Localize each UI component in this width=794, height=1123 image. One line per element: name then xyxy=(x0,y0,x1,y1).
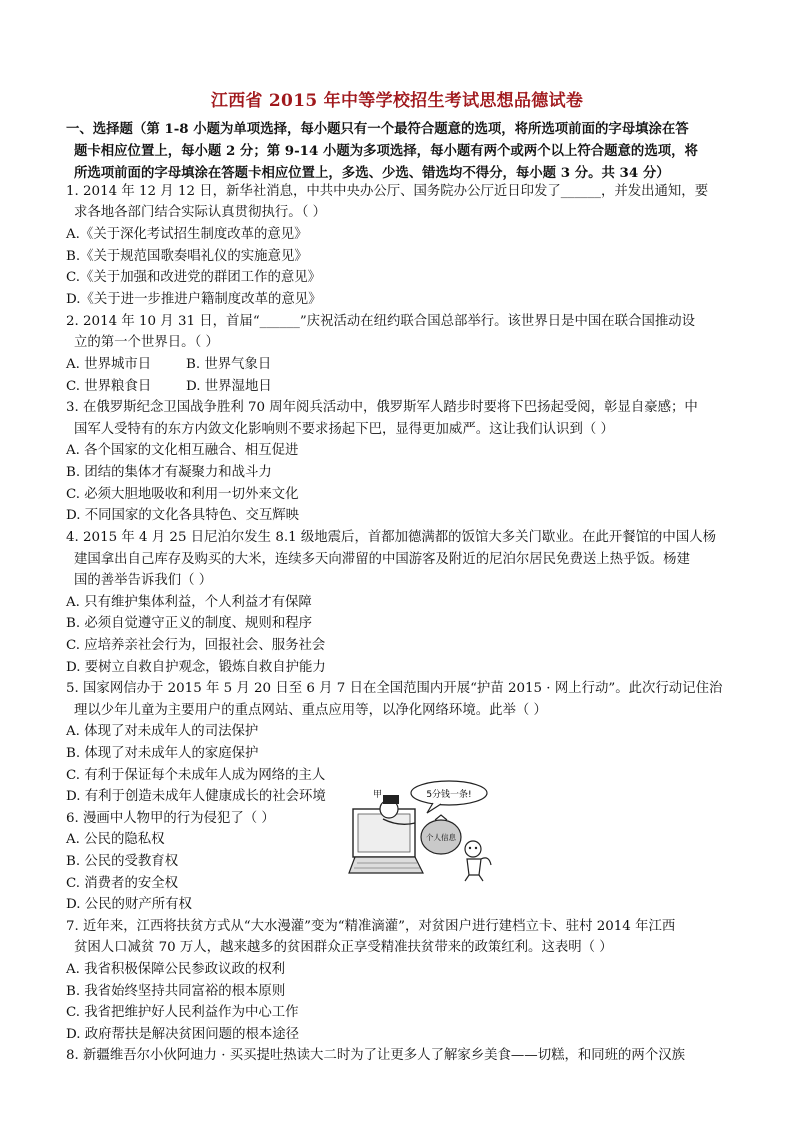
q5-option-c: C. 有利于保证每个未成年人成为网络的主人 xyxy=(66,768,326,783)
section-line-2: 题卡相应位置上，每小题 2 分；第 9-14 小题为多项选择，每小题有两个或两个以上符合题意的选项，将 xyxy=(74,143,698,159)
q5-option-a: A. 体现了对未成年人的司法保护 xyxy=(66,724,259,739)
q3-stem-1: 3. 在俄罗斯纪念卫国战争胜利 70 周年阅兵活动中，俄罗斯军人踏步时要将下巴扬起受阅，彰显自豪感；中 xyxy=(66,400,698,415)
q7-option-b: B. 我省始终坚持共同富裕的根本原则 xyxy=(66,984,286,999)
q2-stem-2: 立的第一个世界日。（ ） xyxy=(74,335,219,350)
q4-option-a: A. 只有维护集体利益，个人利益才有保障 xyxy=(66,595,312,610)
q8-stem-1: 8. 新疆维吾尔小伙阿迪力 · 买买提吐热读大二时为了让更多人了解家乡美食——切糕，和同班的两个汉族 xyxy=(66,1048,685,1063)
q3-option-a: A. 各个国家的文化相互融合、相互促进 xyxy=(66,443,299,458)
q4-option-b: B. 必须自觉遵守正义的制度、规则和程序 xyxy=(66,616,312,631)
keyboard-icon xyxy=(349,857,423,873)
section-line-3: 所选项前面的字母填涂在答题卡相应位置上，多选、少选、错选均不得分，每小题 3 分。共 34 分） xyxy=(74,165,670,181)
q5-option-b: B. 体现了对未成年人的家庭保护 xyxy=(66,746,259,761)
cartoon-bag-label: 个人信息 xyxy=(426,833,456,842)
q6-option-d: D. 公民的财产所有权 xyxy=(66,897,192,912)
q2-option-b: B. 世界气象日 xyxy=(186,357,272,372)
q1-stem-1: 1. 2014 年 12 月 12 日，新华社消息，中共中央办公厅、国务院办公厅近日印发了______，并发出通知，要 xyxy=(66,184,709,199)
q5-stem-1: 5. 国家网信办于 2015 年 5 月 20 日至 6 月 7 日在全国范围内开展“护苗 2015 · 网上行动”。此次行动记住治 xyxy=(66,681,723,696)
cartoon-person-label: 甲 xyxy=(373,790,383,800)
q4-option-c: C. 应培养亲社会行为，回报社会、服务社会 xyxy=(66,638,326,653)
q7-option-d: D. 政府帮扶是解决贫困问题的根本途径 xyxy=(66,1027,300,1042)
q5-option-d: D. 有利于创造未成年人健康成长的社会环境 xyxy=(66,789,326,804)
q2-option-c: C. 世界粮食日 xyxy=(66,379,152,394)
q2-stem-1: 2. 2014 年 10 月 31 日，首届“______”庆祝活动在纽约联合国总部举行。该世界日是中国在联合国推动设 xyxy=(66,314,696,329)
q4-option-d: D. 要树立自救自护观念，锻炼自救自护能力 xyxy=(66,660,326,675)
q7-stem-2: 贫困人口减贫 70 万人，越来越多的贫困群众正享受精准扶贫带来的政策红利。这表明（ ） xyxy=(74,940,613,955)
q3-option-c: C. 必须大胆地吸收和利用一切外来文化 xyxy=(66,487,299,502)
q6-option-b: B. 公民的受教育权 xyxy=(66,854,179,869)
q7-option-a: A. 我省积极保障公民参政议政的权利 xyxy=(66,962,286,977)
q5-stem-2: 理以少年儿童为主要用户的重点网站、重点应用等，以净化网络环境。此举（ ） xyxy=(74,703,547,718)
q1-option-d: D.《关于进一步推进户籍制度改革的意见》 xyxy=(66,292,322,307)
q1-option-b: B.《关于规范国歌奏唱礼仪的实施意见》 xyxy=(66,249,308,264)
q2-option-a: A. 世界城市日 xyxy=(66,357,152,372)
q6-stem-1: 6. 漫画中人物甲的行为侵犯了（ ） xyxy=(66,811,275,826)
cartoon-speech: 5分钱一条! xyxy=(426,790,472,800)
q3-option-b: B. 团结的集体才有凝聚力和战斗力 xyxy=(66,465,272,480)
q4-stem-2: 建国拿出自己库存及购买的大米，连续多天向滞留的中国游客及附近的尼泊尔居民免费送上热乎饭。杨建 xyxy=(74,552,690,567)
q1-stem-2: 求各地各部门结合实际认真贯彻执行。（ ） xyxy=(74,205,326,220)
q4-stem-3: 国的善举告诉我们（ ） xyxy=(74,573,213,588)
q1-option-c: C.《关于加强和改进党的群团工作的意见》 xyxy=(66,270,322,285)
q7-option-c: C. 我省把维护好人民利益作为中心工作 xyxy=(66,1005,299,1020)
q6-option-a: A. 公民的隐私权 xyxy=(66,832,165,847)
q6-option-c: C. 消费者的安全权 xyxy=(66,876,179,891)
cartoon-image xyxy=(345,775,493,883)
q7-stem-1: 7. 近年来，江西将扶贫方式从“大水漫灌”变为“精准滴灌”，对贫困户进行建档立卡、驻村 2014 年江西 xyxy=(66,919,676,934)
q1-option-a: A.《关于深化考试招生制度改革的意见》 xyxy=(66,227,308,242)
q2-option-d: D. 世界湿地日 xyxy=(186,379,272,394)
page-title: 江西省 2015 年中等学校招生考试思想品德试卷 xyxy=(210,91,584,111)
section-line-1: 一、选择题（第 1-8 小题为单项选择，每小题只有一个最符合题意的选项，将所选项前面的字母填涂在答 xyxy=(66,121,689,137)
section-heading xyxy=(66,118,734,184)
q3-stem-2: 国军人受特有的东方内敛文化影响则不要求扬起下巴，显得更加威严。这让我们认识到（ ） xyxy=(74,422,614,437)
q3-option-d: D. 不同国家的文化各具特色、交互辉映 xyxy=(66,508,300,523)
q4-stem-1: 4. 2015 年 4 月 25 日尼泊尔发生 8.1 级地震后，首都加德满都的饭馆大多关门歇业。在此开餐馆的中国人杨 xyxy=(66,530,716,545)
small-figure-icon xyxy=(465,841,481,857)
